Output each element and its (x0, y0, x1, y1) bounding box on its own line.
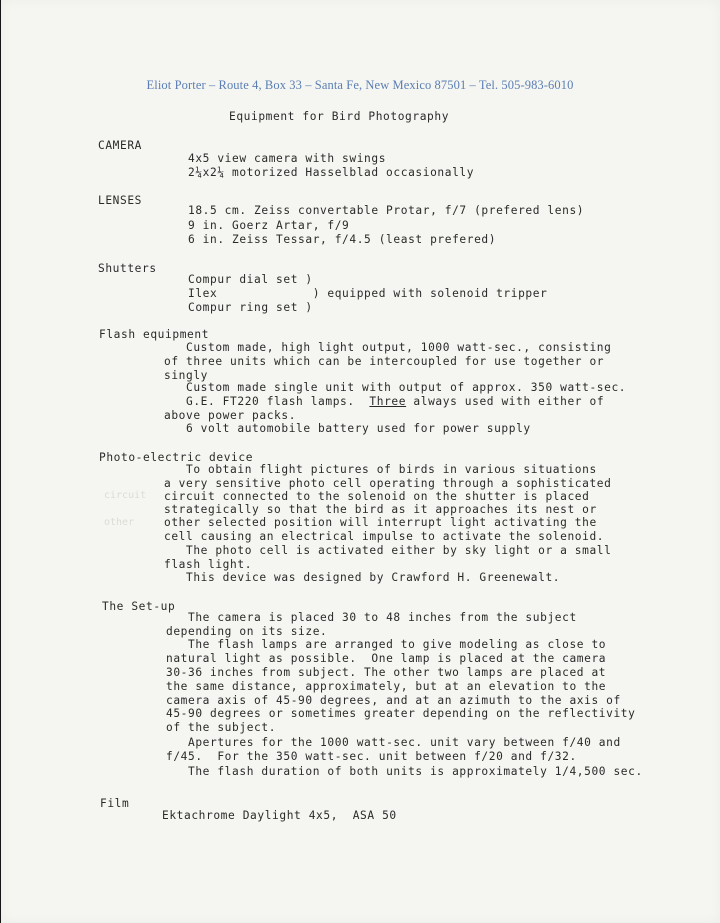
film-heading: Film (100, 797, 130, 810)
flash-heading: Flash equipment (99, 328, 210, 341)
flash-line: Custom made single unit with output of approx. 350 watt-sec. (164, 381, 627, 394)
photo-line: other selected position will interrupt light activating the (164, 516, 597, 529)
setup-line: camera axis of 45-90 degrees, and at an azimuth to the axis of (166, 694, 621, 707)
flash-line: above power packs. (164, 409, 297, 422)
setup-line: The flash lamps are arranged to give modeling as close to (166, 638, 607, 651)
photo-line: This device was designed by Crawford H. Greenewalt. (164, 571, 561, 584)
flash-line: G.E. FT220 flash lamps. Three always used with either of (164, 395, 605, 408)
setup-heading: The Set-up (102, 600, 176, 613)
setup-line: natural light as possible. One lamp is placed at the camera (166, 652, 607, 665)
film-line: Ektachrome Daylight 4x5, ASA 50 (162, 809, 397, 822)
setup-line: 30-36 inches from subject. The other two lamps are placed at (166, 666, 607, 679)
photo-line: circuit connected to the solenoid on the shutter is placed (164, 490, 590, 503)
flash-line: of three units which can be intercoupled for use together or (164, 355, 605, 368)
underlined-three: Three (369, 395, 407, 408)
document-title: Equipment for Bird Photography (229, 110, 450, 123)
shutter-line: Ilex ) equipped with solenoid tripper (188, 287, 548, 300)
setup-line: The camera is placed 30 to 48 inches from the subject (166, 611, 577, 624)
setup-line: The flash duration of both units is approximately 1/4,500 sec. (166, 765, 643, 778)
photo-heading: Photo-electric device (99, 451, 254, 464)
shutter-line: Compur dial set ) (188, 273, 313, 286)
photo-line: cell causing an electrical impulse to activate the solenoid. (164, 530, 605, 543)
setup-line: 45-90 degrees or sometimes greater depending on the reflectivity (166, 707, 636, 720)
flash-line: Custom made, high light output, 1000 watt-sec., consisting (164, 341, 612, 354)
setup-line: f/45. For the 350 watt-sec. unit between f/20 and f/32. (166, 750, 577, 763)
camera-line: 2¼x2¼ motorized Hasselblad occasionally (188, 166, 475, 179)
photo-line: To obtain flight pictures of birds in various situations (164, 463, 597, 476)
lens-line: 18.5 cm. Zeiss convertable Protar, f/7 (prefered lens) (188, 204, 585, 217)
photo-line: The photo cell is activated either by sky light or a small (164, 544, 612, 557)
letterhead: Eliot Porter – Route 4, Box 33 – Santa Fe, New Mexico 87501 – Tel. 505-983-6010 (146, 78, 574, 92)
lenses-heading: LENSES (98, 194, 143, 207)
setup-line: of the subject. (166, 721, 277, 734)
setup-line: depending on its size. (166, 625, 328, 638)
setup-line: Apertures for the 1000 watt-sec. unit vary between f/40 and (166, 736, 621, 749)
shutters-heading: Shutters (98, 262, 157, 275)
setup-line: the same distance, approximately, but at an elevation to the (166, 680, 607, 693)
camera-heading: CAMERA (98, 139, 143, 152)
flash-line: 6 volt automobile battery used for power supply (164, 422, 531, 435)
lens-line: 9 in. Goerz Artar, f/9 (188, 219, 350, 232)
shutter-line: Compur ring set ) (188, 301, 313, 314)
lens-line: 6 in. Zeiss Tessar, f/4.5 (least prefered) (188, 233, 497, 246)
photo-line: strategically so that the bird as it approaches its nest or (164, 503, 597, 516)
bleed-through-mark: other (104, 517, 135, 528)
bleed-through-mark: circuit (104, 490, 147, 501)
camera-line: 4x5 view camera with swings (188, 152, 387, 165)
photo-line: a very sensitive photo cell operating through a sophisticated (164, 477, 612, 490)
flash-line: singly (164, 369, 209, 382)
photo-line: flash light. (164, 558, 253, 571)
